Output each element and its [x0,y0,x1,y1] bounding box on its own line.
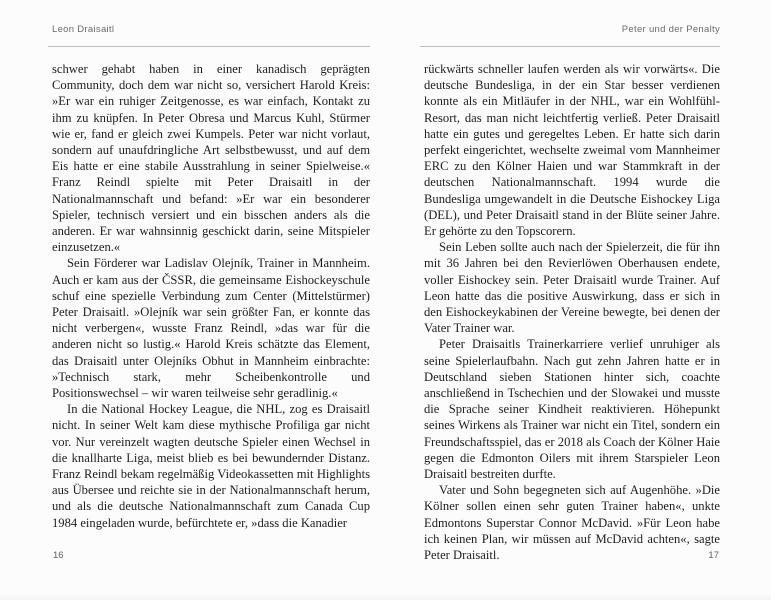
page-right [424,0,720,600]
body-paragraph: Sein Leben sollte auch nach der Spielerzeit, die für ihn mit 36 Jahren bei den Revierlöwen Oberhausen endete, voller Eishockey sein. Peter Draisaitl wurde Trainer. Auf Leon hatte das die positive Auswirkung, dass er sich in den Eishockeykabinen der Vereine bewegte, bei denen der Vater Trainer war. [424,240,720,336]
page-number-left: 16 [53,550,64,561]
body-paragraph: Vater und Sohn begegneten sich auf Augenhöhe. »Die Kölner sollen einen sehr guten Trainer haben«, unkte Edmontons Superstar Connor McDavid. »Für Leon habe ich keinen Plan, wir müssen auf McDavid achten«, sagte Peter Draisaitl. [424,483,720,563]
running-header-left: Leon Draisaitl [52,24,115,35]
page-number-right: 17 [708,550,719,561]
body-paragraph: In die National Hockey League, die NHL, zog es Draisaitl nicht. In seiner Welt kam diese mythische Profiliga gar nicht vor. Nur vereinzelt wagten deutsche Spieler einen Wechsel in die knallharte Liga, meist blieb es bei bewundernder Distanz. Franz Reindl bekam regelmäßig Videokassetten mit Highlights aus Übersee und reichte sie in der Nationalmannschaft herum, und als die deutsche Nationalmannschaft zum Canada Cup 1984 eingeladen wurde, befürchtete er, »dass die Kanadier [52,402,370,530]
header-rule-left [48,46,370,47]
page-left [52,0,370,600]
running-header-right: Peter und der Penalty [621,24,720,35]
body-paragraph: Peter Draisaitls Trainerkarriere verlief unruhiger als seine Spielerlaufbahn. Nach gut zehn Jahren hatte er in Deutschland sieben Stationen hinter sich, coachte anschließend in Tschechien und der Slowakei und musste die Sprache seiner Kindheit reaktivieren. Höhepunkt seines Wirkens als Trainer war nicht ein Titel, sondern ein Freundschaftsspiel, das er 2018 als Coach der Kölner Haie gegen die Edmonton Oilers mit ihrem Starspieler Leon Draisaitl bestreiten durfte. [424,337,720,482]
body-paragraph: Sein Förderer war Ladislav Olejník, Trainer in Mannheim. Auch er kam aus der ČSSR, die gemeinsame Eishockeyschule schuf eine spezielle Verbindung zum Center (Mittelstürmer) Peter Draisaitl. »Olejník war sein größter Fan, er konnte das nicht verbergen«, wusste Franz Reindl, »das war für die anderen nicht so lustig.« Harold Kreis schätzte das Element, das Draisaitl unter Olejníks Obhut in Mannheim einbrachte: »Technisch stark, mehr Scheibenkontrolle und Positionswechsel – wir waren teilweise sehr geradlinig.« [52,256,370,401]
page-body-right [424,61,720,563]
page-body-left [52,61,370,531]
header-rule-right [420,46,720,47]
body-paragraph: schwer gehabt haben in einer kanadisch geprägten Community, doch dem war nicht so, versichert Harold Kreis: »Er war ein ruhiger Zeitgenosse, es war einfach, Kontakt zu ihm zu knüpfen. In Peter Obresa und Marcus Kuhl, Stürmer wie er, fand er gleich zwei Kumpels. Peter war nicht vorlaut, sondern auf unaufdringliche Art selbstbewusst, und auf dem Eis hatte er eine stabile Ausstrahlung in seiner Spielweise.« Franz Reindl spielte mit Peter Draisaitl in der Nationalmannschaft und befand: »Er war ein besonderer Spieler, technisch versiert und ein bisschen anders als die anderen. Er war wahnsinnig geschickt darin, seine Mitspieler einzusetzen.« [52,62,370,255]
body-paragraph: rückwärts schneller laufen werden als wir vorwärts«. Die deutsche Bundesliga, in der ein Star besser verdienen konnte als ein Mitläufer in der NHL, war ein Wohlfühl-Resort, das man nicht leichtfertig verließ. Peter Draisaitl hatte ein gutes und geregeltes Leben. Er hatte sich darin perfekt eingerichtet, wechselte zweimal vom Mannheimer ERC zu den Kölner Haien und war Stammkraft in der deutschen Nationalmannschaft. 1994 wurde die Bundesliga umgewandelt in die Deutsche Eishockey Liga (DEL), und Peter Draisaitl stand in der Blüte seiner Jahre. Er gehörte zu den Topscorern. [424,62,720,239]
